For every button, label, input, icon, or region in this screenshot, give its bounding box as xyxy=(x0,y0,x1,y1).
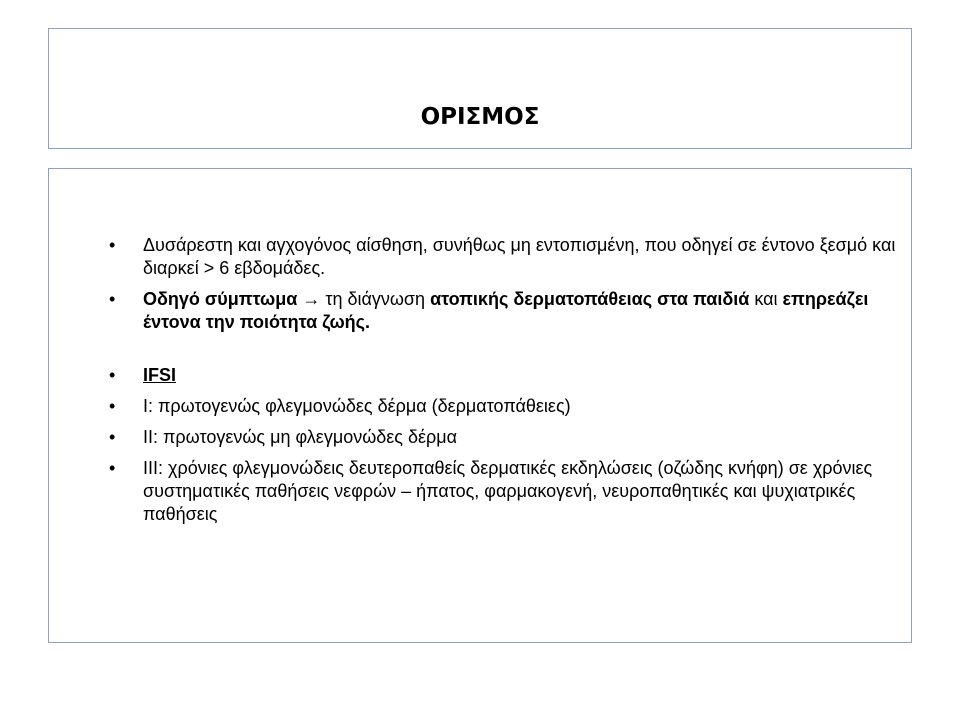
content-placeholder xyxy=(48,168,912,643)
bullet-text-bold: Οδηγό σύμπτωμα xyxy=(143,289,298,309)
bullet-text-bold: επηρεάζει έντονα την ποιότητα ζωής. xyxy=(143,289,869,332)
bullet-icon: • xyxy=(109,289,116,309)
bullet-icon: • xyxy=(109,427,116,447)
list-item xyxy=(99,395,909,418)
bullet-icon: • xyxy=(109,396,116,416)
slide-title: ΟΡΙΣΜΟΣ xyxy=(420,104,540,130)
bullet-text: → τη διάγνωση xyxy=(297,289,431,309)
bullet-text: III: χρόνιες φλεγμονώδεις δευτεροπαθείς δερματικές εκδηλώσεις (οζώδης κνήφη) σε χρόνιες συστηματικές παθήσεις νεφρών – ήπατος, φαρμακογενή, νευροπαθητικές και ψυχιατρικές παθήσεις xyxy=(143,458,873,524)
title-placeholder xyxy=(48,28,912,149)
bullet-icon: • xyxy=(109,458,116,478)
list-item xyxy=(99,234,909,280)
bullet-list xyxy=(99,234,909,534)
bullet-text: I: πρωτογενώς φλεγμονώδες δέρμα (δερματοπάθειες) xyxy=(143,396,571,416)
list-item xyxy=(99,426,909,449)
bullet-icon: • xyxy=(109,235,116,255)
bullet-icon: • xyxy=(109,365,116,385)
list-item xyxy=(99,288,909,334)
list-item xyxy=(99,364,909,387)
section-heading: IFSI xyxy=(143,365,177,385)
bullet-text: II: πρωτογενώς μη φλεγμονώδες δέρμα xyxy=(143,427,458,447)
bullet-text: και xyxy=(749,289,783,309)
bullet-text: Δυσάρεστη και αγχογόνος αίσθηση, συνήθως μη εντοπισμένη, που οδηγεί σε έντονο ξεσμό και διαρκεί > 6 εβδομάδες. xyxy=(143,235,896,278)
bullet-text-bold: ατοπικής δερματοπάθειας στα παιδιά xyxy=(430,289,750,309)
list-item xyxy=(99,457,909,526)
